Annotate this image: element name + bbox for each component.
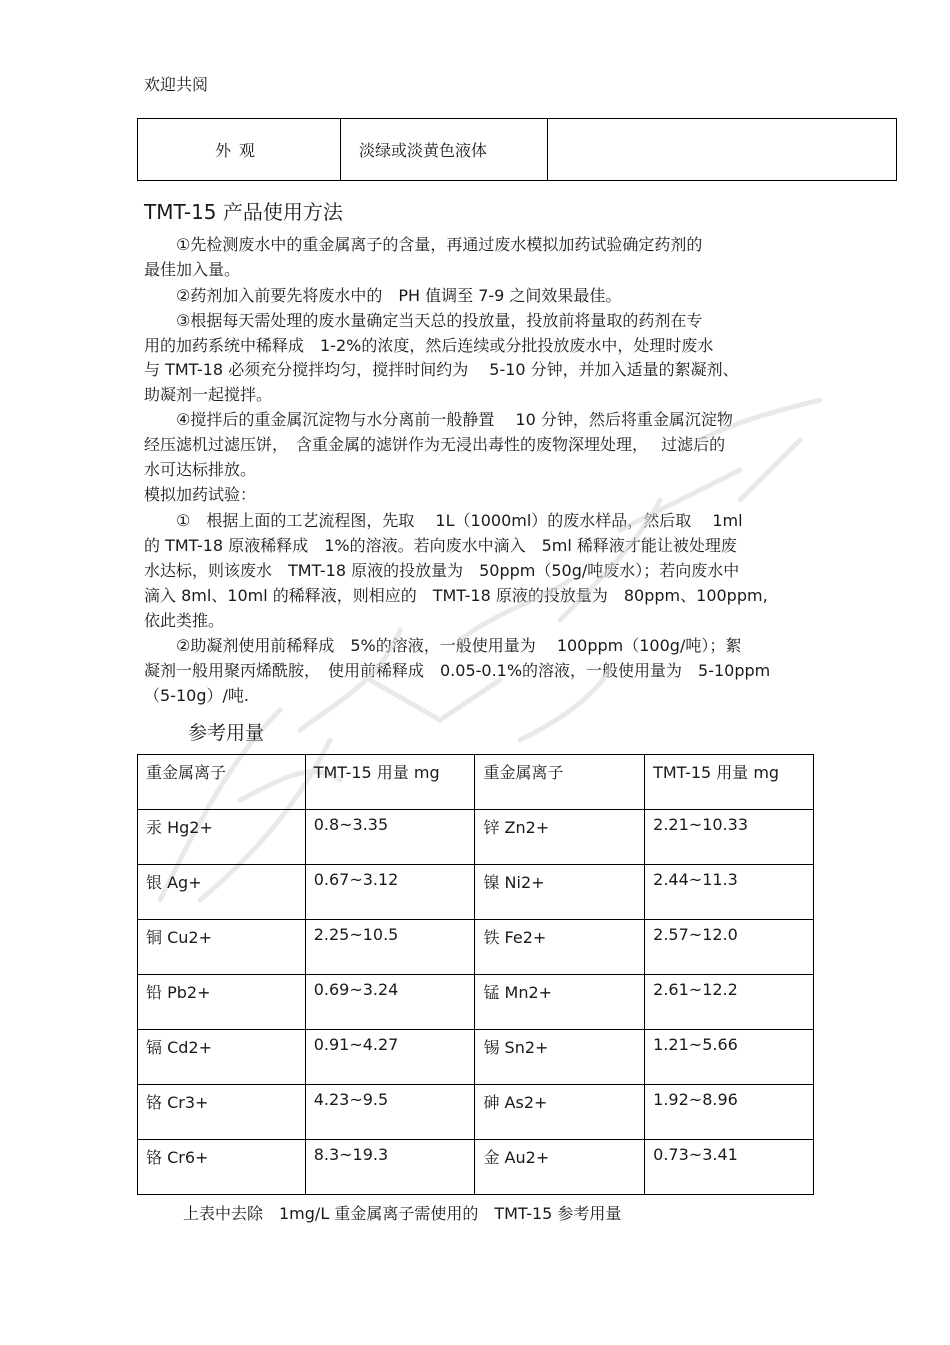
appearance-table [137,118,897,181]
table-cell: 锌 Zn2+ [475,810,645,865]
table-cell: 汞 Hg2+ [138,810,306,865]
reference-table [137,754,814,1195]
appearance-extra [548,119,897,181]
table-row [138,865,814,920]
table-cell: 铬 Cr6+ [138,1140,306,1195]
table-cell: 2.21~10.33 [645,810,814,865]
table-cell: 银 Ag+ [138,865,306,920]
table-row [138,975,814,1030]
body-line: 与 TMT-18 必须充分搅拌均匀，搅拌时间约为 5-10 分钟，并加入适量的絮凝剂、 [144,360,739,379]
body-line: 的 TMT-18 原液稀释成 1%的溶液。若向废水中滴入 5ml 稀释液才能让被处理废 [144,536,737,555]
column-header: TMT-15 用量 mg [305,755,475,810]
reference-title: 参考用量 [188,722,265,744]
table-cell: 0.73~3.41 [645,1140,814,1195]
table-cell: 1.92~8.96 [645,1085,814,1140]
body-line: ①先检测废水中的重金属离子的含量，再通过废水模拟加药试验确定药剂的 [144,235,703,254]
column-header: 重金属离子 [475,755,645,810]
table-cell: 2.61~12.2 [645,975,814,1030]
body-line: ②药剂加入前要先将废水中的 PH 值调至 7-9 之间效果最佳。 [144,286,622,305]
table-cell: 2.25~10.5 [305,920,475,975]
table-cell: 锰 Mn2+ [475,975,645,1030]
table-cell: 铜 Cu2+ [138,920,306,975]
table-cell: 锡 Sn2+ [475,1030,645,1085]
table-row [138,1140,814,1195]
body-line: 水可达标排放。 [144,460,257,479]
body-line: 水达标，则该废水 TMT-18 原液的投放量为 50ppm（50g/吨废水）；若向废水中 [144,561,740,580]
header-note: 欢迎共阅 [144,75,209,94]
body-line: 经压滤机过滤压饼， 含重金属的滤饼作为无浸出毒性的废物深埋处理， 过滤后的 [144,435,726,454]
table-row [138,810,814,865]
table-cell: 铁 Fe2+ [475,920,645,975]
body-line: 依此类推。 [144,611,225,630]
column-header: 重金属离子 [138,755,306,810]
column-header: TMT-15 用量 mg [645,755,814,810]
table-note: 上表中去除 1mg/L 重金属离子需使用的 TMT-15 参考用量 [183,1204,622,1223]
body-line: ① 根据上面的工艺流程图，先取 1L（1000ml）的废水样品，然后取 1ml [144,511,743,530]
table-cell: 1.21~5.66 [645,1030,814,1085]
table-cell: 0.67~3.12 [305,865,475,920]
table-row [138,1085,814,1140]
table-cell: 0.91~4.27 [305,1030,475,1085]
table-row [138,920,814,975]
body-line: 凝剂一般用聚丙烯酰胺， 使用前稀释成 0.05-0.1%的溶液，一般使用量为 5-10ppm [144,661,771,680]
table-cell: 8.3~19.3 [305,1140,475,1195]
table-header-row [138,755,814,810]
table-cell: 镉 Cd2+ [138,1030,306,1085]
table-cell: 2.57~12.0 [645,920,814,975]
appearance-label: 外观 [138,119,341,181]
body-line: 模拟加药试验： [144,485,257,504]
section-title: TMT-15 产品使用方法 [144,200,343,224]
table-cell: 4.23~9.5 [305,1085,475,1140]
body-line: ②助凝剂使用前稀释成 5%的溶液，一般使用量为 100ppm（100g/吨）；絮 [144,636,742,655]
body-line: 用的加药系统中稀释成 1-2%的浓度，然后连续或分批投放废水中，处理时废水 [144,336,714,355]
appearance-value: 淡绿或淡黄色液体 [341,119,548,181]
table-cell: 镍 Ni2+ [475,865,645,920]
table-cell: 2.44~11.3 [645,865,814,920]
table-cell: 金 Au2+ [475,1140,645,1195]
table-cell: 铅 Pb2+ [138,975,306,1030]
body-line: ③根据每天需处理的废水量确定当天总的投放量，投放前将量取的药剂在专 [144,311,703,330]
table-row [138,1030,814,1085]
body-line: 助凝剂一起搅拌。 [144,385,273,404]
body-line: ④搅拌后的重金属沉淀物与水分离前一般静置 10 分钟，然后将重金属沉淀物 [144,410,733,429]
table-cell: 铬 Cr3+ [138,1085,306,1140]
table-cell: 0.8~3.35 [305,810,475,865]
body-line: （5-10g）/吨. [144,686,249,705]
appearance-row [138,119,897,181]
table-cell: 砷 As2+ [475,1085,645,1140]
table-cell: 0.69~3.24 [305,975,475,1030]
body-line: 滴入 8ml、10ml 的稀释液，则相应的 TMT-18 原液的投放量为 80ppm、100ppm, [144,586,768,605]
body-line: 最佳加入量。 [144,260,241,279]
